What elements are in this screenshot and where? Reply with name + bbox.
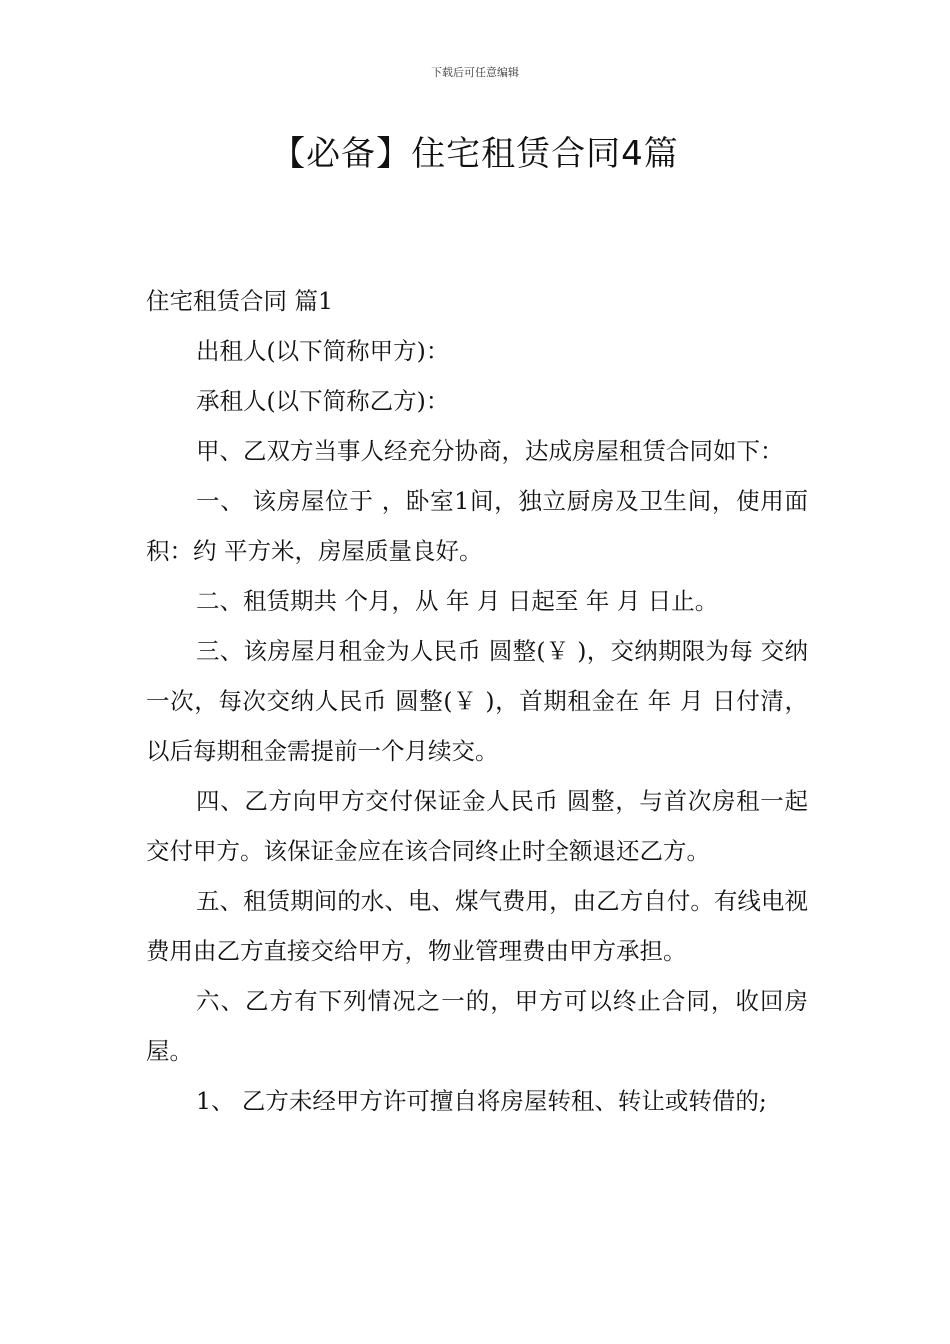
- paragraph-lessee: 承租人(以下简称乙方)：: [196, 387, 450, 415]
- paragraph-agreement-intro: 甲、乙双方当事人经充分协商，达成房屋租赁合同如下：: [196, 437, 784, 465]
- header-note: 下载后可任意编辑: [431, 66, 519, 79]
- paragraph-clause-6-item-1: 1、 乙方未经甲方许可擅自将房屋转租、转让或转借的;: [196, 1087, 767, 1115]
- paragraph-lessor: 出租人(以下简称甲方)：: [196, 337, 450, 365]
- section-heading: 住宅租赁合同 篇1: [146, 287, 333, 315]
- paragraph-clause-3: 三、该房屋月租金为人民币 圆整(￥ )，交纳期限为每 交纳一次，每次交纳人民币 圆整(￥ )，首期租金在 年 月 日付清，以后每期租金需提前一个月续交。: [146, 637, 808, 765]
- paragraph-clause-1: 一、 该房屋位于 ，卧室1间，独立厨房及卫生间，使用面积：约 平方米，房屋质量良好。: [146, 487, 808, 565]
- paragraph-clause-6: 六、乙方有下列情况之一的，甲方可以终止合同，收回房屋。: [146, 987, 808, 1065]
- paragraph-clause-5: 五、租赁期间的水、电、煤气费用，由乙方自付。有线电视费用由乙方直接交给甲方，物业管理费由甲方承担。: [146, 887, 808, 965]
- document-title: 【必备】住宅租赁合同4篇: [271, 134, 679, 174]
- paragraph-clause-2: 二、租赁期共 个月，从 年 月 日起至 年 月 日止。: [196, 587, 719, 615]
- document-body: [146, 276, 808, 1126]
- paragraph-clause-4: 四、乙方向甲方交付保证金人民币 圆整，与首次房租一起交付甲方。该保证金应在该合同终止时全额退还乙方。: [146, 787, 808, 865]
